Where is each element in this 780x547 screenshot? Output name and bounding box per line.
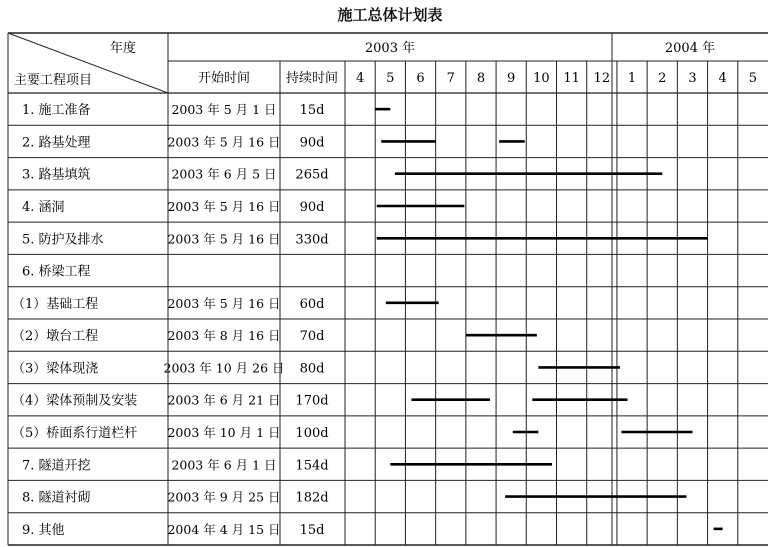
month-label: 8: [476, 71, 486, 86]
table-row-item: 5. 防护及排水: [22, 232, 104, 248]
table-row-duration: 330d: [295, 232, 329, 248]
month-label: 7: [446, 71, 455, 86]
month-label: 5: [386, 71, 395, 86]
month-label: 3: [688, 71, 697, 86]
table-row-start: 2003 年 6 月 21 日: [167, 392, 281, 408]
table-row-start: 2003 年 6 月 1 日: [171, 457, 277, 473]
table-row-start: 2003 年 6 月 5 日: [171, 166, 277, 182]
table-row-start: 2004 年 4 月 15 日: [167, 521, 281, 537]
table-row-duration: 170d: [295, 393, 329, 409]
table-row-start: 2003 年 5 月 16 日: [167, 134, 281, 150]
table-row-duration: 80d: [299, 361, 325, 377]
table-row-start: 2003 年 5 月 1 日: [171, 102, 277, 118]
start-time-header: 开始时间: [197, 71, 251, 86]
table-row-item: 7. 隧道开挖: [22, 458, 91, 474]
table-row-item: 6. 桥梁工程: [22, 264, 91, 280]
corner-year-label: 年度: [110, 41, 137, 56]
table-row-start: 2003 年 5 月 16 日: [167, 199, 281, 214]
table-row-item: （4）梁体预制及安装: [12, 393, 138, 409]
page-title: 施工总体计划表: [337, 6, 443, 24]
table-row-start: 2003 年 9 月 25 日: [167, 489, 281, 505]
table-row-duration: 15d: [299, 522, 325, 538]
month-label: 10: [533, 71, 550, 86]
corner-project-label: 主要工程项目: [14, 73, 93, 88]
table-row-duration: 265d: [295, 167, 329, 183]
table-row-duration: 182d: [295, 490, 329, 506]
duration-header: 持续时间: [285, 71, 339, 86]
month-label: 5: [748, 71, 758, 86]
table-row-duration: 90d: [299, 135, 325, 151]
month-label: 11: [563, 71, 580, 86]
year-2004-header: 2004 年: [664, 41, 716, 56]
table-row-item: （1）基础工程: [12, 296, 99, 312]
table-row-duration: 154d: [295, 458, 329, 474]
table-row-item: （5）桥面系行道栏杆: [12, 426, 138, 441]
month-label: 9: [507, 71, 516, 86]
table-row-duration: 70d: [299, 329, 325, 345]
table-row-duration: 100d: [295, 426, 329, 441]
month-label: 6: [416, 71, 425, 86]
table-row-item: （2）墩台工程: [12, 329, 99, 345]
table-row-item: 4. 涵洞: [22, 200, 65, 215]
month-label: 2: [658, 71, 667, 86]
table-row-start: 2003 年 5 月 16 日: [167, 295, 281, 311]
table-row-item: 8. 隧道衬砌: [22, 490, 91, 506]
table-row-item: 9. 其他: [22, 522, 65, 538]
table-row-item: （3）梁体现浇: [12, 361, 99, 377]
month-label: 1: [627, 71, 637, 86]
table-row-item: 1. 施工准备: [22, 103, 91, 119]
table-row-item: 2. 路基处理: [22, 135, 91, 151]
year-2003-header: 2003 年: [364, 41, 416, 56]
month-label: 4: [718, 71, 727, 86]
table-row-item: 3. 路基填筑: [22, 167, 91, 183]
table-row-duration: 90d: [299, 200, 325, 215]
month-label: 12: [593, 71, 611, 86]
table-row-start: 2003 年 10 月 26 日: [163, 360, 285, 376]
month-label: 4: [355, 71, 365, 86]
table-row-start: 2003 年 5 月 16 日: [167, 231, 281, 247]
table-row-start: 2003 年 8 月 16 日: [167, 328, 281, 344]
table-row-duration: 60d: [299, 296, 325, 312]
table-row-start: 2003 年 10 月 1 日: [167, 425, 281, 440]
table-row-duration: 15d: [299, 103, 325, 119]
